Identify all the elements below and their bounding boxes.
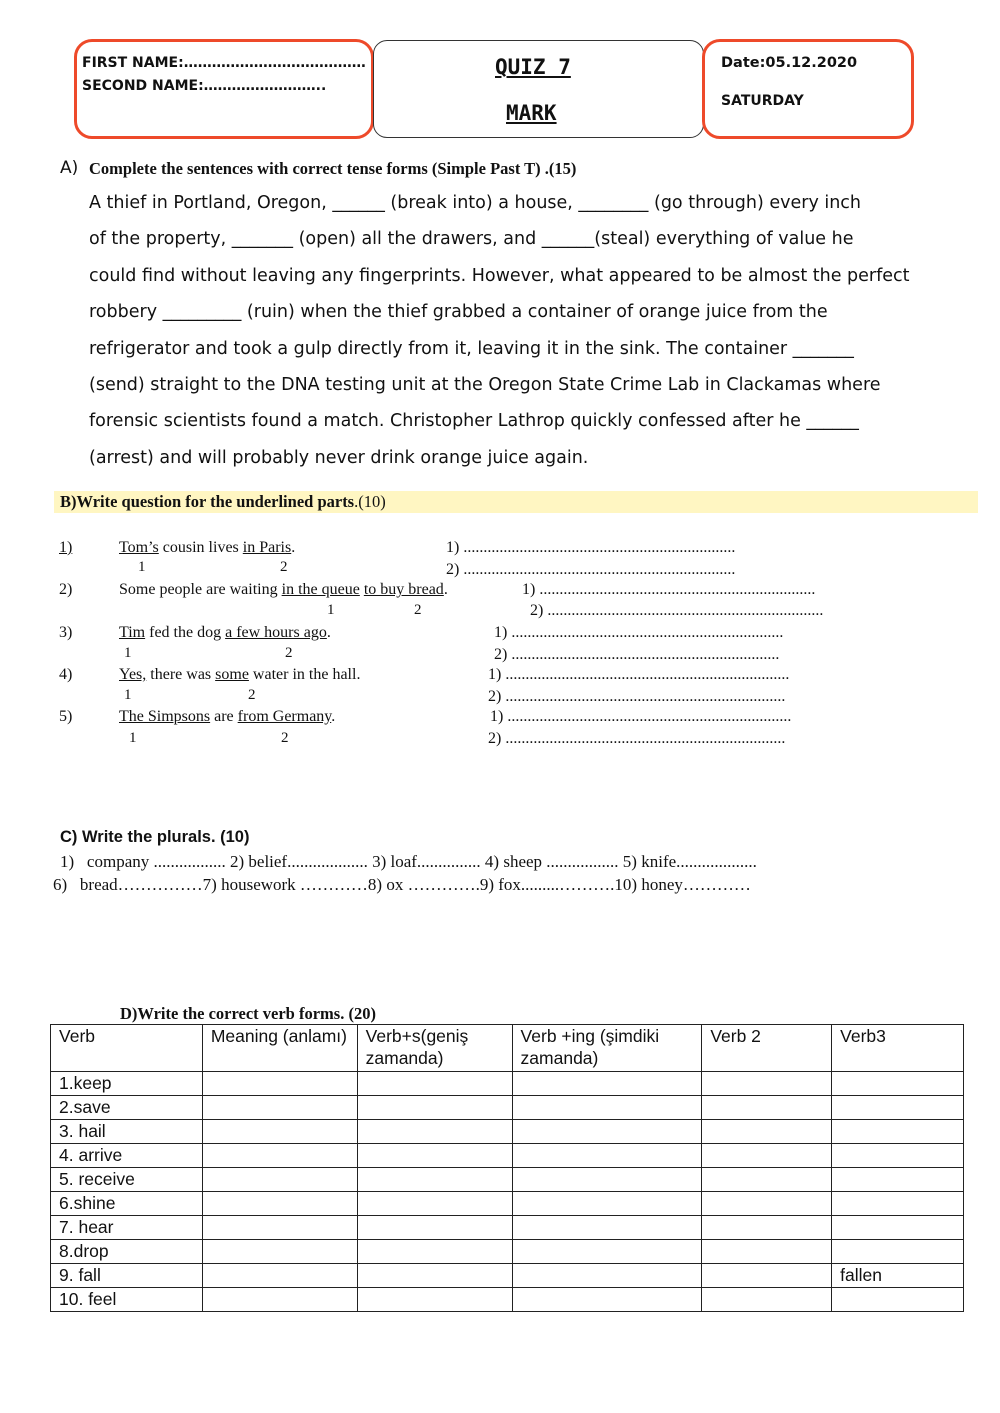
paragraph-line: (arrest) and will probably never drink orange juice again. (89, 447, 589, 468)
verb-forms-table (50, 1024, 964, 1312)
answer-cell[interactable] (202, 1240, 357, 1264)
plurals-line-1-text[interactable]: company ................. 2) belief................... 3) loaf............... 4) sheep ................. 5) knife................... (86, 852, 757, 871)
verb-cell: 7. hear (51, 1216, 203, 1240)
sentence-text: . (331, 708, 336, 725)
header-cell: Verb 2 (702, 1025, 832, 1072)
underlined-part-2: a few hours ago (225, 624, 327, 641)
verb-cell: 4. arrive (51, 1144, 203, 1168)
plurals-line-1-number: 1) (60, 852, 75, 871)
answer-cell[interactable] (832, 1288, 964, 1312)
item-number: 5) (59, 708, 73, 725)
verb-cell: 5. receive (51, 1168, 203, 1192)
answer-line-1[interactable]: 1) ..................................................................... (522, 581, 816, 598)
marker-1: 1 (327, 602, 335, 618)
header-cell: Meaning (anlamı) (202, 1025, 357, 1072)
table-row (51, 1192, 964, 1216)
marker-2: 2 (281, 730, 289, 746)
item-sentence (119, 708, 335, 726)
quiz-title: QUIZ 7 (495, 55, 571, 79)
underlined-part-1: Tom’s (119, 539, 159, 556)
underlined-part-1: Tim (119, 624, 146, 641)
answer-line-2[interactable]: 2) ..................................................................... (530, 602, 824, 619)
section-b-title (60, 492, 386, 512)
section-a-paragraph (89, 185, 989, 476)
answer-line-2[interactable]: 2) ...................................................................... (488, 730, 786, 747)
answer-cell[interactable] (357, 1120, 512, 1144)
answer-cell[interactable] (702, 1288, 832, 1312)
answer-cell[interactable] (702, 1144, 832, 1168)
answer-cell[interactable] (202, 1072, 357, 1096)
section-b-points: .(10) (354, 492, 386, 511)
answer-cell[interactable] (702, 1168, 832, 1192)
sentence-text: fed the dog (145, 624, 226, 641)
date-label: Date:05.12.2020 (721, 55, 858, 71)
answer-cell[interactable] (832, 1144, 964, 1168)
marker-2: 2 (414, 602, 422, 618)
header-cell: Verb (51, 1025, 203, 1072)
table-row (51, 1144, 964, 1168)
verb-cell: 3. hail (51, 1120, 203, 1144)
section-d-title: D)Write the correct verb forms. (20) (120, 1004, 376, 1023)
verb-cell: 1.keep (51, 1072, 203, 1096)
paragraph-line: (send) straight to the DNA testing unit at the Oregon State Crime Lab in Clackamas where (89, 375, 881, 396)
answer-line-1[interactable]: 1) ....................................................................... (488, 666, 790, 683)
answer-cell[interactable] (832, 1096, 964, 1120)
answer-cell[interactable] (832, 1168, 964, 1192)
item-number: 3) (59, 624, 73, 641)
underlined-part-2: to buy bread (363, 581, 444, 598)
paragraph-line: robbery _________ (ruin) when the thief grabbed a container of orange juice from the (89, 302, 828, 323)
plurals-line-1 (60, 853, 757, 871)
answer-cell[interactable] (512, 1216, 702, 1240)
answer-cell[interactable] (357, 1096, 512, 1120)
paragraph-line: A thief in Portland, Oregon, ______ (break into) a house, ________ (go through) every inch (89, 193, 862, 213)
answer-line-1[interactable]: 1) .................................................................... (494, 624, 784, 641)
section-b-title-text: B)Write question for the underlined parts (60, 492, 355, 511)
answer-cell[interactable] (202, 1096, 357, 1120)
answer-cell[interactable] (702, 1096, 832, 1120)
verb-cell: 10. feel (51, 1288, 203, 1312)
marker-1: 1 (124, 687, 132, 703)
answer-cell[interactable] (512, 1192, 702, 1216)
marker-2: 2 (248, 687, 256, 703)
answer-cell[interactable] (702, 1240, 832, 1264)
answer-cell[interactable] (202, 1264, 357, 1288)
answer-cell[interactable] (202, 1144, 357, 1168)
header-cell: Verb3 (832, 1025, 964, 1072)
sentence-text: cousin lives (158, 539, 243, 556)
answer-line-1[interactable]: 1) .................................................................... (446, 539, 736, 556)
answer-cell[interactable] (702, 1192, 832, 1216)
answer-cell[interactable] (357, 1072, 512, 1096)
answer-cell[interactable] (702, 1072, 832, 1096)
item-sentence (119, 581, 448, 599)
verb-cell: 6.shine (51, 1192, 203, 1216)
marker-2: 2 (280, 559, 288, 575)
header-cell: Verb+s(geniş zamanda) (357, 1025, 512, 1072)
table-row (51, 1168, 964, 1192)
table-row (51, 1288, 964, 1312)
plurals-line-2 (53, 876, 751, 894)
day-label: SATURDAY (721, 93, 804, 109)
answer-cell[interactable] (702, 1120, 832, 1144)
table-row (51, 1096, 964, 1120)
sentence-text: . (326, 624, 331, 641)
sentence-text: are (210, 708, 238, 725)
paragraph-line: of the property, _______ (open) all the drawers, and ______(steal) everything of value he (89, 229, 854, 250)
answer-cell[interactable] (202, 1120, 357, 1144)
verb-cell: 9. fall (51, 1264, 203, 1288)
answer-cell[interactable] (832, 1120, 964, 1144)
answer-cell[interactable] (512, 1288, 702, 1312)
first-name-field[interactable]: FIRST NAME:………………………………… (82, 55, 366, 71)
table-row (51, 1216, 964, 1240)
header-cell: Verb +ing (şimdiki zamanda) (512, 1025, 702, 1072)
mark-label: MARK (506, 101, 557, 125)
answer-cell[interactable] (512, 1264, 702, 1288)
answer-line-1[interactable]: 1) ....................................................................... (490, 708, 792, 725)
sentence-text: . (291, 539, 296, 556)
section-a-instruction: Complete the sentences with correct tense forms (Simple Past T) .(15) (89, 159, 577, 178)
item-sentence (119, 666, 360, 684)
answer-cell[interactable] (702, 1264, 832, 1288)
table-row (51, 1264, 964, 1288)
answer-line-2[interactable]: 2) ...................................................................... (488, 688, 786, 705)
marker-1: 1 (129, 730, 137, 746)
second-name-field[interactable]: SECOND NAME:…………………….. (82, 78, 327, 94)
sentence-text: there was (146, 666, 216, 683)
verb-cell: 2.save (51, 1096, 203, 1120)
answer-cell[interactable] (357, 1144, 512, 1168)
item-number: 1) (59, 539, 73, 556)
section-a-letter: A) (60, 158, 79, 178)
answer-cell[interactable] (512, 1144, 702, 1168)
answer-cell[interactable] (202, 1288, 357, 1312)
answer-cell[interactable] (357, 1264, 512, 1288)
sentence-text: Some people are waiting (119, 581, 282, 598)
answer-cell[interactable] (357, 1192, 512, 1216)
answer-cell[interactable] (512, 1240, 702, 1264)
answer-line-2[interactable]: 2) ................................................................... (494, 646, 780, 663)
marker-1: 1 (124, 645, 132, 661)
answer-cell[interactable] (357, 1216, 512, 1240)
answer-cell[interactable] (202, 1216, 357, 1240)
marker-2: 2 (285, 645, 293, 661)
table-row (51, 1072, 964, 1096)
answer-cell[interactable] (202, 1192, 357, 1216)
answer-cell[interactable]: fallen (832, 1264, 964, 1288)
plurals-line-2-text[interactable]: bread……………7) housework …………8) ox ………….9) fox.........……….10) honey………… (79, 875, 751, 894)
table-header-row (51, 1025, 964, 1072)
answer-line-2[interactable]: 2) .................................................................... (446, 561, 736, 578)
answer-cell[interactable] (512, 1168, 702, 1192)
answer-cell[interactable] (512, 1072, 702, 1096)
underlined-part-1: Yes, (119, 666, 147, 683)
underlined-part-2: from Germany (237, 708, 332, 725)
answer-cell[interactable] (357, 1240, 512, 1264)
answer-cell[interactable] (357, 1288, 512, 1312)
answer-cell[interactable] (832, 1072, 964, 1096)
answer-cell[interactable] (702, 1216, 832, 1240)
item-sentence (119, 539, 295, 557)
paragraph-line: could find without leaving any fingerprints. However, what appeared to be almost the perfect (89, 265, 910, 286)
underlined-part-1: The Simpsons (119, 708, 211, 725)
item-number: 2) (59, 581, 73, 598)
answer-cell[interactable] (357, 1168, 512, 1192)
answer-cell[interactable] (832, 1216, 964, 1240)
answer-cell[interactable] (832, 1240, 964, 1264)
sentence-text: water in the hall. (248, 666, 361, 683)
plurals-line-2-number: 6) (53, 875, 68, 894)
answer-cell[interactable] (512, 1096, 702, 1120)
underlined-part-2: in Paris (242, 539, 292, 556)
table-row (51, 1240, 964, 1264)
item-sentence (119, 624, 331, 642)
verb-cell: 8.drop (51, 1240, 203, 1264)
paragraph-line: forensic scientists found a match. Christopher Lathrop quickly confessed after he ______ (89, 411, 859, 432)
sentence-text: . (443, 581, 448, 598)
marker-1: 1 (138, 559, 146, 575)
underlined-part-1: in the queue (281, 581, 360, 598)
answer-cell[interactable] (202, 1168, 357, 1192)
underlined-part-2: some (215, 666, 249, 683)
section-c-title: C) Write the plurals. (10) (60, 828, 250, 846)
date-box (702, 39, 914, 139)
answer-cell[interactable] (832, 1192, 964, 1216)
answer-cell[interactable] (512, 1120, 702, 1144)
paragraph-line: refrigerator and took a gulp directly from it, leaving it in the sink. The container _______ (89, 338, 854, 359)
table-row (51, 1120, 964, 1144)
item-number: 4) (59, 666, 73, 683)
